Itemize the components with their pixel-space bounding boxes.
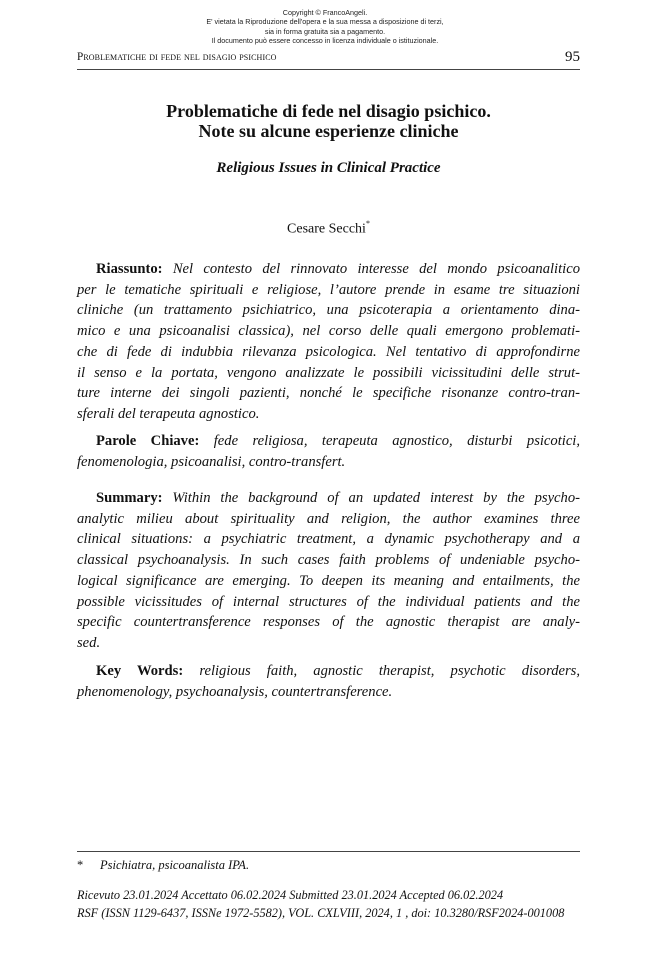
abstract-italian <box>77 259 580 425</box>
footnote <box>77 858 249 873</box>
article-subtitle: Religious Issues in Clinical Practice <box>216 160 441 176</box>
key-words-label: Key Words: <box>96 663 184 679</box>
footnote-text: Psichiatra, psicoanalista IPA. <box>100 858 250 872</box>
keywords-line: fenomenologia, psicoanalisi, contro-transfert. <box>77 453 346 470</box>
summary-line <box>77 488 580 509</box>
copyright-line: Copyright © FrancoAngeli. <box>282 8 368 17</box>
key-words-line <box>77 661 580 682</box>
abstract-line: mico e una psicoanalisi classica), nel corso delle quali emergono problemati- <box>77 323 580 340</box>
author-name: Cesare Secchi <box>287 221 366 237</box>
page-number: 95 <box>565 49 580 65</box>
abstract-line: sferali del terapeuta agnostico. <box>77 405 260 422</box>
copyright-notice <box>0 8 650 46</box>
summary-text: Within the background of an updated interest by the psycho- <box>172 490 580 506</box>
abstract-line: il senso e la portata, vengono analizzate le possibili vicissitudini delle strut- <box>77 364 580 381</box>
summary-line: analytic milieu about spirituality and religion, the author examines three <box>77 510 580 527</box>
keywords-italian <box>77 431 580 472</box>
keywords-english <box>77 661 580 702</box>
abstract-english <box>77 488 580 654</box>
summary-line: sed. <box>77 634 101 651</box>
abstract-line <box>77 259 580 280</box>
parole-chiave-label: Parole Chiave: <box>96 433 200 449</box>
summary-line: possible vicissitudes of internal structures of the individual patients and the <box>77 593 580 610</box>
footnote-divider <box>77 851 580 852</box>
summary-line: classical psychoanalysis. In such cases faith problems of undeniable psycho- <box>77 552 580 569</box>
key-words-line: phenomenology, psychoanalysis, countertransference. <box>77 683 393 700</box>
journal-citation: RSF (ISSN 1129-6437, ISSNe 1972-5582), VOL. CXLVIII, 2024, 1 , doi: 10.3280/RSF2024-001008 <box>77 906 565 920</box>
summary-line: clinical situations: a psychiatric treatment, a dynamic psychotherapy and a <box>77 531 580 548</box>
abstract-line: che di fede di indubbia rilevanza psicologica. Nel tentativo di approfondirne <box>77 343 580 360</box>
submission-dates: Ricevuto 23.01.2024 Accettato 06.02.2024 Submitted 23.01.2024 Accepted 06.02.2024 <box>77 888 504 902</box>
footnote-mark: * <box>77 858 84 872</box>
author <box>77 220 580 238</box>
keywords-line <box>77 431 580 452</box>
abstract-text: Nel contesto del rinnovato interesse del mondo psicoanalitico <box>172 261 580 277</box>
title-line: Problematiche di fede nel disagio psichico. <box>166 101 491 121</box>
summary-line: logical significance are emerging. To deepen its meaning and entailments, the <box>77 572 580 589</box>
copyright-line: sia in forma gratuita sia a pagamento. <box>264 26 386 36</box>
summary-line: specific countertransference responses of the agnostic therapist are analy- <box>77 614 580 631</box>
abstract-line: ture interne dei singoli pazienti, nonché le specifiche risonanze contro-tran- <box>77 385 580 402</box>
abstract-line: per le tematiche spirituali e religiose, l’autore prende in esame tre situazioni <box>77 281 580 298</box>
copyright-line: E' vietata la Riproduzione dell'opera e la sua messa a disposizione di terzi, <box>206 17 444 27</box>
abstract-line: cliniche (un trattamento psichiatrico, una psicoterapia a orientamento dina- <box>77 302 580 319</box>
keywords-text: fede religiosa, terapeuta agnostico, disturbi psicotici, <box>213 433 580 449</box>
title-line: Note su alcune esperienze cliniche <box>198 121 459 141</box>
article-title <box>77 101 580 141</box>
running-head <box>77 49 580 70</box>
author-footnote-mark: * <box>365 219 370 228</box>
copyright-line: Il documento può essere concesso in licenza individuale o istituzionale. <box>211 36 439 46</box>
summary-label: Summary: <box>96 490 163 506</box>
running-head-title: Problematiche di fede nel disagio psichico <box>77 51 277 63</box>
riassunto-label: Riassunto: <box>96 261 163 277</box>
key-words-text: religious faith, agnostic therapist, psychotic disorders, <box>199 663 580 679</box>
